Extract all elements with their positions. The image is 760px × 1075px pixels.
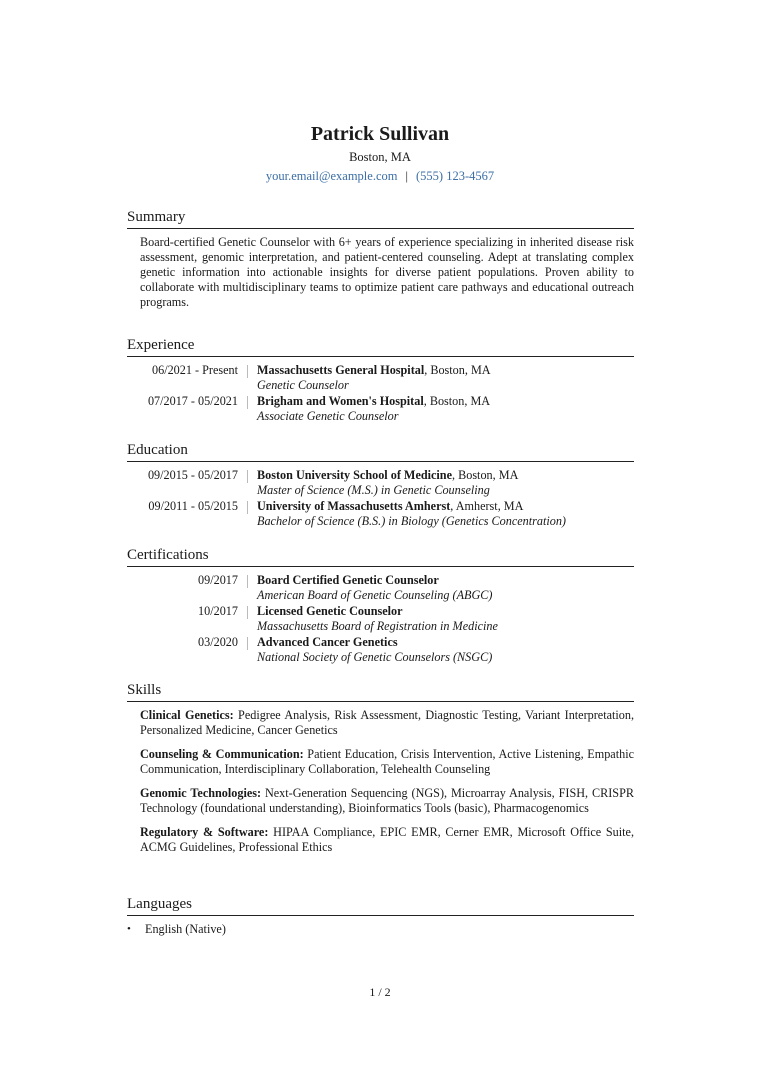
entry-date: 10/2017 — [198, 604, 238, 618]
experience-entry — [127, 394, 634, 424]
certifications-title: Certifications — [127, 546, 634, 567]
education-entry — [127, 468, 634, 498]
languages-section — [127, 895, 634, 937]
entry-divider — [238, 363, 257, 378]
languages-list — [127, 922, 634, 937]
summary-text: Board-certified Genetic Counselor with 6+ years of experience specializing in inherited disease risk assessment, genomic interpretation, and patient-centered counseling. Adept at translating complex genetic information into actionable insights for diverse patient populations. Proven ability to collaborate with multidisciplinary teams to optimize patient care pathways and educational outreach programs. — [140, 235, 634, 309]
entry-date: 03/2020 — [198, 635, 238, 649]
entry-date: 06/2021 - Present — [152, 363, 238, 377]
skills-title: Skills — [127, 681, 634, 702]
entry-degree: Bachelor of Science (B.S.) in Biology (Genetics Concentration) — [257, 514, 566, 528]
entry-divider — [238, 468, 257, 483]
certification-issuer: American Board of Genetic Counseling (ABGC) — [257, 588, 493, 602]
entry-date: 09/2017 — [198, 573, 238, 587]
entry-divider — [238, 499, 257, 514]
email-link[interactable]: your.email@example.com — [265, 169, 398, 183]
entry-location: , Boston, MA — [424, 363, 491, 377]
certification-name: Board Certified Genetic Counselor — [257, 573, 439, 587]
entry-location: , Boston, MA — [452, 468, 519, 482]
skill-group — [140, 825, 634, 855]
entry-date: 09/2011 - 05/2015 — [148, 499, 238, 513]
page-number: 1 / 2 — [369, 985, 391, 999]
candidate-location: Boston, MA — [349, 150, 411, 164]
skill-list: Patient Education, Crisis Intervention, Active Listening, Empathic Communication, Interdisciplinary Collaboration, Telehealth Counseling — [140, 747, 634, 776]
certification-name: Advanced Cancer Genetics — [257, 635, 398, 649]
education-section — [127, 441, 634, 530]
entry-role: Associate Genetic Counselor — [257, 409, 399, 423]
education-title: Education — [127, 441, 634, 462]
entry-role: Genetic Counselor — [257, 378, 349, 392]
entry-organization: Massachusetts General Hospital — [257, 363, 425, 377]
certification-issuer: Massachusetts Board of Registration in Medicine — [257, 619, 498, 633]
entry-date: 09/2015 - 05/2017 — [147, 468, 238, 482]
skill-label: Counseling & Communication: — [140, 747, 304, 761]
skill-group — [140, 708, 634, 738]
certification-issuer: National Society of Genetic Counselors (NSGC) — [257, 650, 493, 664]
entry-divider — [238, 604, 257, 619]
certification-entry — [127, 604, 634, 634]
candidate-name: Patrick Sullivan — [310, 123, 450, 145]
skill-list: Pedigree Analysis, Risk Assessment, Diagnostic Testing, Variant Interpretation, Personalized Medicine, Cancer Genetics — [140, 708, 635, 737]
phone-link[interactable]: (555) 123-4567 — [416, 169, 495, 183]
certification-entry — [127, 573, 634, 603]
skill-label: Clinical Genetics: — [140, 708, 234, 722]
experience-title: Experience — [127, 336, 634, 357]
certification-entry — [127, 635, 634, 665]
entry-location: , Boston, MA — [423, 394, 491, 408]
entry-organization: Brigham and Women's Hospital — [257, 394, 424, 408]
resume-header — [0, 122, 760, 184]
skill-label: Genomic Technologies: — [140, 786, 262, 800]
summary-section — [127, 208, 634, 310]
entry-divider — [238, 573, 257, 588]
skill-group — [140, 747, 634, 777]
entry-divider — [238, 394, 257, 409]
education-entry — [127, 499, 634, 529]
entry-location: , Amherst, MA — [450, 499, 524, 513]
experience-entry — [127, 363, 634, 393]
skill-label: Regulatory & Software: — [140, 825, 269, 839]
entry-institution: University of Massachusetts Amherst — [257, 499, 451, 513]
entry-institution: Boston University School of Medicine — [257, 468, 452, 482]
entry-divider — [238, 635, 257, 650]
summary-title: Summary — [127, 208, 634, 229]
contact-separator: | — [405, 169, 408, 183]
skill-list: Next-Generation Sequencing (NGS), Microarray Analysis, FISH, CRISPR Technology (foundational understanding), Bioinformatics Tools (basic), Pharmacogenomics — [140, 786, 634, 815]
language-item: • English (Native) — [127, 922, 634, 937]
contact-line — [0, 168, 760, 184]
languages-title: Languages — [127, 895, 634, 916]
skills-section — [127, 681, 634, 864]
skill-list: HIPAA Compliance, EPIC EMR, Cerner EMR, Microsoft Office Suite, ACMG Guidelines, Professional Ethics — [140, 825, 635, 854]
skill-group — [140, 786, 634, 816]
certifications-section — [127, 546, 634, 666]
experience-section — [127, 336, 634, 425]
certification-name: Licensed Genetic Counselor — [257, 604, 403, 618]
entry-degree: Master of Science (M.S.) in Genetic Counseling — [257, 483, 490, 497]
entry-date: 07/2017 - 05/2021 — [147, 394, 238, 408]
